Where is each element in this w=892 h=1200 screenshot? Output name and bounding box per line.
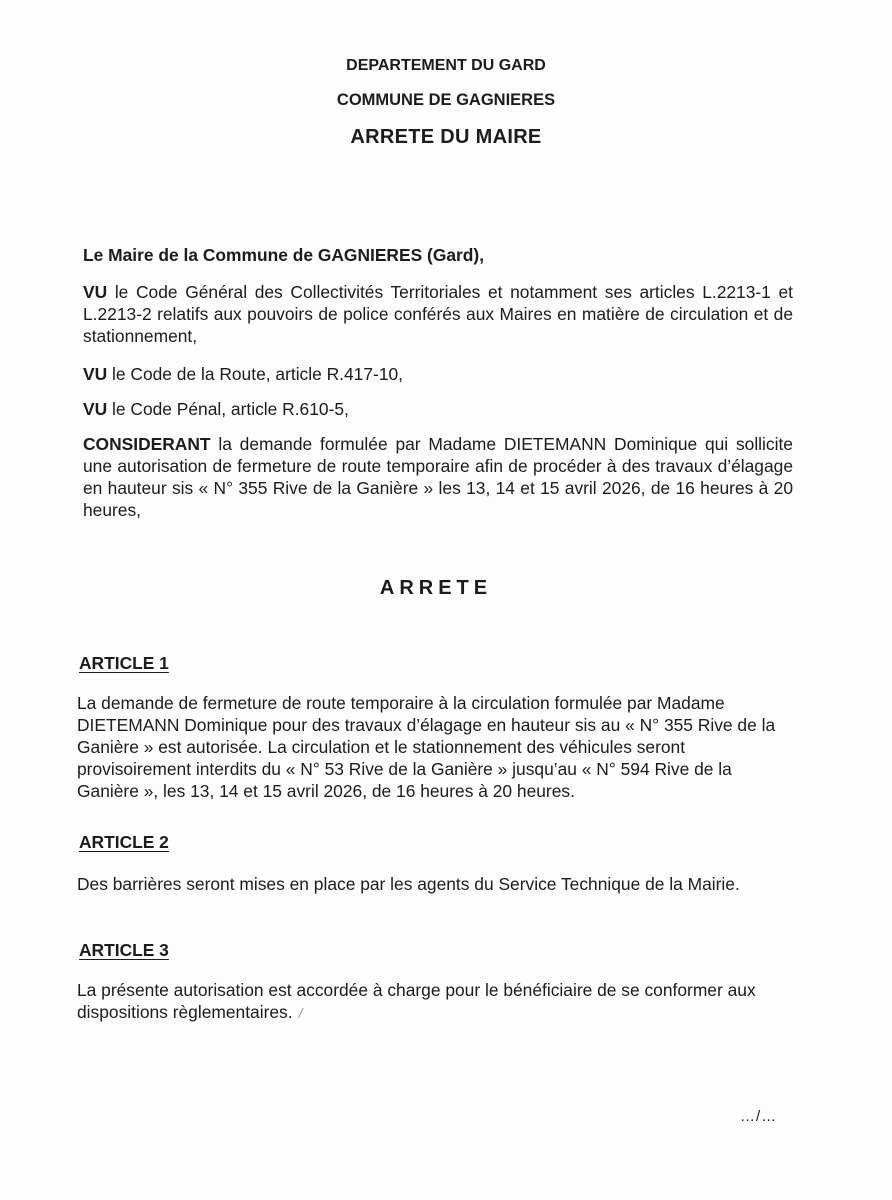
considerant-text: la demande formulée par Madame DIETEMANN Dominique qui sollicite une autorisation de fermeture de route temporaire afin de procéder à des travaux d’élagage en hauteur sis « N° 355 Rive de la Ganière » les 13, 14 et 15 avril 2026, de 16 heures à 20 heures, bbox=[83, 434, 793, 520]
continuation-marker: …/… bbox=[740, 1108, 778, 1125]
article-1-body: La demande de fermeture de route temporaire à la circulation formulée par Madame DIETEMANN Dominique pour des travaux d’élagage en hauteur sis au « N° 355 Rive de la Ganière » est autorisée. La circulation et le stationnement des véhicules seront provisoirement interdits du « N° 53 Rive de la Ganière » jusqu’au « N° 594 Rive de la Ganière », les 13, 14 et 15 avril 2026, de 16 heures à 20 heures. bbox=[77, 693, 776, 801]
mayor-statement: Le Maire de la Commune de GAGNIERES (Gard), bbox=[83, 245, 485, 265]
article-3-body bbox=[77, 979, 787, 1024]
vu-text: le Code Général des Collectivités Territoriales et notamment ses articles L.2213-1 et L.2213-2 relatifs aux pouvoirs de police conférés aux Maires en matière de circulation et de stationnement, bbox=[83, 282, 793, 346]
commune-heading: COMMUNE DE GAGNIERES bbox=[336, 91, 556, 109]
vu-text: le Code Pénal, article R.610-5, bbox=[112, 399, 349, 419]
department-heading: DEPARTEMENT DU GARD bbox=[346, 57, 546, 74]
article-3-title: ARTICLE 3 bbox=[79, 940, 169, 960]
article-3-text: La présente autorisation est accordée à charge pour le bénéficiaire de se conformer aux dispositions règlementaires. bbox=[77, 980, 756, 1022]
vu-keyword: VU bbox=[83, 364, 108, 384]
vu-paragraph-3 bbox=[83, 398, 793, 420]
considerant-keyword: CONSIDERANT bbox=[83, 434, 211, 454]
article-1-title: ARTICLE 1 bbox=[79, 653, 169, 673]
handwritten-mark: / bbox=[298, 1005, 303, 1021]
considerant-paragraph bbox=[83, 433, 793, 521]
vu-keyword: VU bbox=[83, 282, 108, 302]
article-2-body: Des barrières seront mises en place par les agents du Service Technique de la Mairie. bbox=[77, 874, 740, 894]
vu-paragraph-1 bbox=[83, 281, 793, 347]
document-title: ARRETE DU MAIRE bbox=[350, 126, 542, 148]
article-2-title: ARTICLE 2 bbox=[79, 832, 169, 852]
decision-title: ARRETE bbox=[379, 577, 493, 599]
vu-text: le Code de la Route, article R.417-10, bbox=[112, 364, 403, 384]
vu-paragraph-2 bbox=[83, 363, 793, 385]
vu-keyword: VU bbox=[83, 399, 108, 419]
